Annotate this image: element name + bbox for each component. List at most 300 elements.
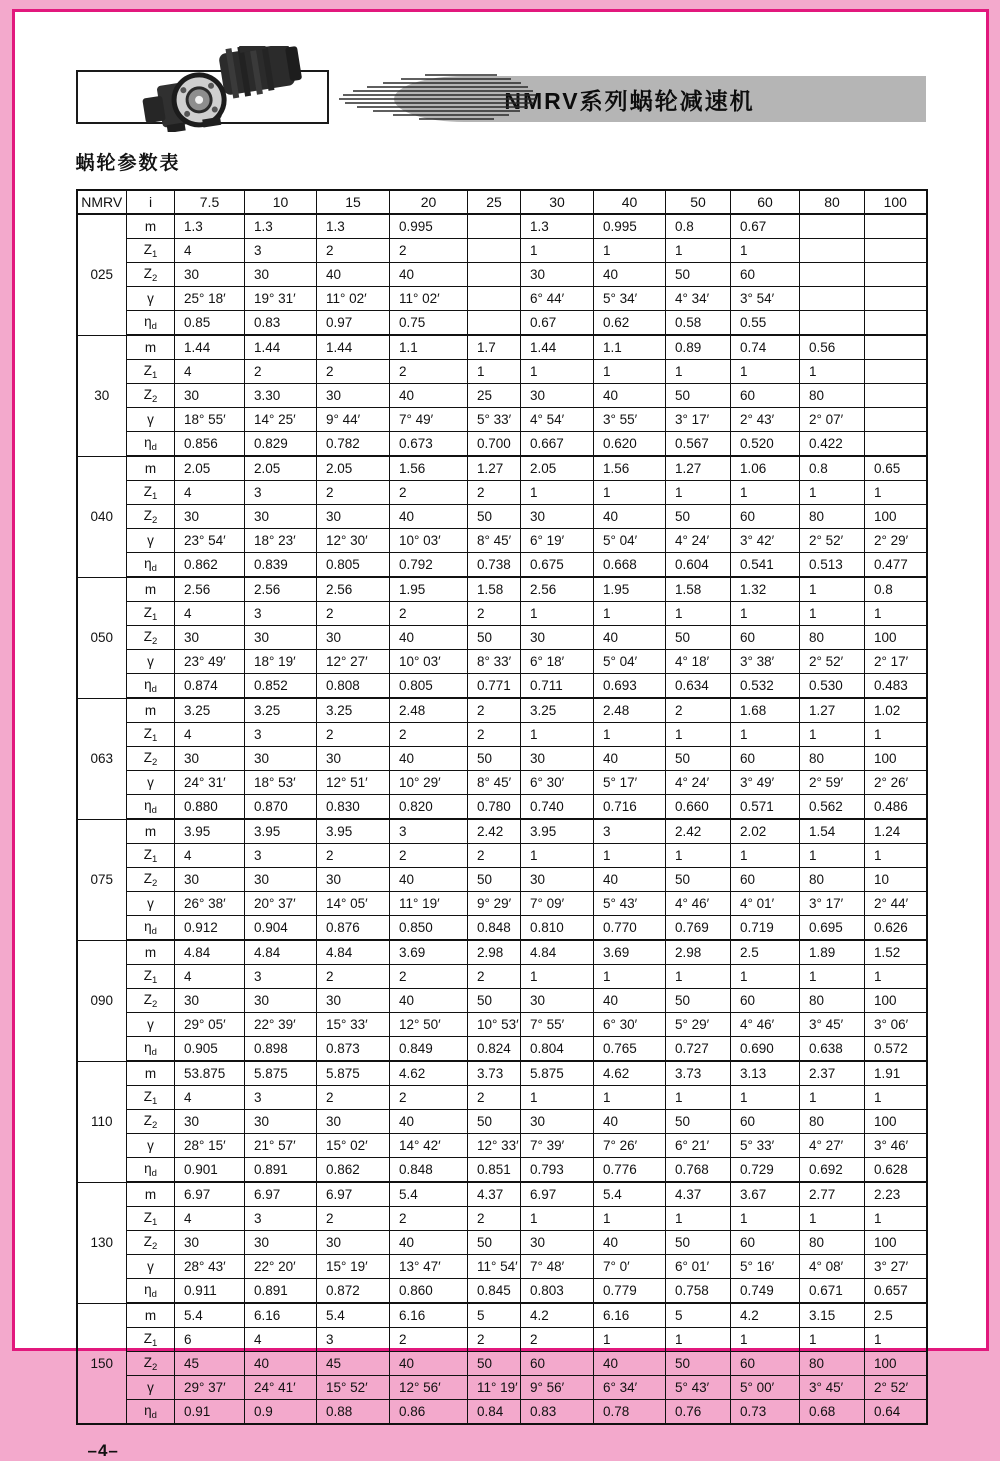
column-header: 25	[468, 190, 521, 214]
model-cell: 025	[77, 214, 127, 335]
value-cell: 1	[666, 1207, 731, 1231]
value-cell: 80	[800, 505, 865, 529]
table-row	[77, 1158, 927, 1183]
value-cell: 50	[666, 1110, 731, 1134]
value-cell	[865, 263, 927, 287]
value-cell: 50	[468, 1110, 521, 1134]
value-cell: 7° 26′	[594, 1134, 666, 1158]
value-cell: 6.16	[594, 1303, 666, 1328]
value-cell: 0.8	[800, 456, 865, 481]
value-cell: 40	[390, 1231, 468, 1255]
value-cell: 0.9	[245, 1400, 317, 1425]
value-cell: 1.68	[731, 698, 800, 723]
value-cell: 7° 39′	[521, 1134, 594, 1158]
param-label-cell: $Z_2$	[127, 384, 175, 408]
table-row	[77, 1352, 927, 1376]
value-cell: 3° 17′	[666, 408, 731, 432]
value-cell: 6.97	[175, 1182, 245, 1207]
value-cell: 50	[666, 1352, 731, 1376]
value-cell: 1	[800, 1086, 865, 1110]
table-row	[77, 892, 927, 916]
param-label-cell: $Z_1$	[127, 481, 175, 505]
value-cell: 80	[800, 1110, 865, 1134]
speed-lines-decoration	[329, 72, 549, 122]
value-cell: 5	[468, 1303, 521, 1328]
value-cell: 60	[731, 384, 800, 408]
value-cell: 40	[390, 1352, 468, 1376]
value-cell: 1	[666, 1328, 731, 1352]
value-cell: 100	[865, 989, 927, 1013]
value-cell: 4.62	[390, 1061, 468, 1086]
value-cell: 2	[390, 1086, 468, 1110]
value-cell: 1	[521, 360, 594, 384]
value-cell: 2	[317, 723, 390, 747]
value-cell: 1	[865, 1328, 927, 1352]
value-cell: 40	[594, 626, 666, 650]
value-cell: 2	[317, 1207, 390, 1231]
value-cell: 1.27	[800, 698, 865, 723]
value-cell: 1.54	[800, 819, 865, 844]
param-label-cell: $Z_1$	[127, 723, 175, 747]
column-header: 30	[521, 190, 594, 214]
value-cell: 60	[731, 505, 800, 529]
value-cell: 29° 37′	[175, 1376, 245, 1400]
value-cell: 1	[731, 360, 800, 384]
value-cell: 5° 04′	[594, 529, 666, 553]
value-cell: 0.567	[666, 432, 731, 457]
value-cell: 8° 45′	[468, 529, 521, 553]
value-cell: 4	[245, 1328, 317, 1352]
value-cell: 0.711	[521, 674, 594, 699]
value-cell: 40	[390, 868, 468, 892]
value-cell: 2	[245, 360, 317, 384]
value-cell: 0.862	[175, 553, 245, 578]
param-label-cell: m	[127, 1303, 175, 1328]
table-row	[77, 650, 927, 674]
value-cell: 0.692	[800, 1158, 865, 1183]
value-cell: 30	[521, 626, 594, 650]
value-cell: 60	[731, 989, 800, 1013]
value-cell: 25	[468, 384, 521, 408]
value-cell: 4.84	[245, 940, 317, 965]
model-cell: 150	[77, 1303, 127, 1424]
table-row	[77, 1086, 927, 1110]
value-cell: 1.44	[175, 335, 245, 360]
value-cell: 1	[731, 602, 800, 626]
table-row	[77, 1400, 927, 1425]
value-cell: 4	[175, 844, 245, 868]
value-cell: 0.89	[666, 335, 731, 360]
value-cell: 100	[865, 747, 927, 771]
value-cell: 3.95	[317, 819, 390, 844]
value-cell: 1	[731, 723, 800, 747]
value-cell	[800, 311, 865, 336]
value-cell: 21° 57′	[245, 1134, 317, 1158]
value-cell: 2.98	[468, 940, 521, 965]
value-cell: 1.3	[317, 214, 390, 239]
value-cell: 0.891	[245, 1279, 317, 1304]
value-cell: 22° 20′	[245, 1255, 317, 1279]
value-cell: 2	[390, 360, 468, 384]
param-label-cell: $\eta_d$	[127, 1400, 175, 1425]
value-cell: 30	[175, 868, 245, 892]
value-cell: 10° 29′	[390, 771, 468, 795]
value-cell: 4° 01′	[731, 892, 800, 916]
value-cell: 2	[317, 844, 390, 868]
value-cell: 0.55	[731, 311, 800, 336]
value-cell: 40	[594, 1352, 666, 1376]
value-cell: 1.56	[594, 456, 666, 481]
value-cell: 2.05	[175, 456, 245, 481]
param-label-cell: γ	[127, 892, 175, 916]
value-cell: 1	[865, 844, 927, 868]
value-cell: 3.67	[731, 1182, 800, 1207]
value-cell: 0.86	[390, 1400, 468, 1425]
value-cell: 1	[666, 1086, 731, 1110]
value-cell: 80	[800, 626, 865, 650]
value-cell: 13° 47′	[390, 1255, 468, 1279]
value-cell: 12° 33′	[468, 1134, 521, 1158]
value-cell: 2.05	[245, 456, 317, 481]
table-row	[77, 844, 927, 868]
value-cell: 5.875	[521, 1061, 594, 1086]
value-cell: 40	[390, 263, 468, 287]
value-cell: 3	[245, 1086, 317, 1110]
value-cell: 100	[865, 505, 927, 529]
value-cell: 30	[317, 626, 390, 650]
value-cell: 4	[175, 602, 245, 626]
value-cell: 5.875	[245, 1061, 317, 1086]
param-label-cell: $Z_1$	[127, 360, 175, 384]
param-label-cell: $Z_2$	[127, 868, 175, 892]
value-cell: 2.98	[666, 940, 731, 965]
value-cell: 0.805	[390, 674, 468, 699]
value-cell: 0.852	[245, 674, 317, 699]
value-cell: 30	[317, 868, 390, 892]
param-label-cell: $\eta_d$	[127, 795, 175, 820]
param-label-cell: γ	[127, 408, 175, 432]
value-cell: 10	[865, 868, 927, 892]
value-cell: 1	[521, 965, 594, 989]
value-cell: 0.829	[245, 432, 317, 457]
value-cell	[865, 214, 927, 239]
value-cell: 30	[521, 263, 594, 287]
value-cell	[865, 311, 927, 336]
value-cell: 28° 43′	[175, 1255, 245, 1279]
value-cell: 0.719	[731, 916, 800, 941]
value-cell: 30	[317, 384, 390, 408]
value-cell: 7° 55′	[521, 1013, 594, 1037]
value-cell: 2° 52′	[800, 529, 865, 553]
value-cell: 2.56	[521, 577, 594, 602]
param-label-cell: γ	[127, 771, 175, 795]
value-cell: 0.738	[468, 553, 521, 578]
value-cell: 30	[521, 505, 594, 529]
value-cell: 1	[800, 577, 865, 602]
value-cell: 0.58	[666, 311, 731, 336]
value-cell: 0.912	[175, 916, 245, 941]
value-cell: 2.5	[865, 1303, 927, 1328]
value-cell: 0.67	[731, 214, 800, 239]
value-cell: 1	[800, 844, 865, 868]
table-row	[77, 1376, 927, 1400]
value-cell: 0.88	[317, 1400, 390, 1425]
param-label-cell: γ	[127, 529, 175, 553]
value-cell: 4° 24′	[666, 529, 731, 553]
table-row	[77, 747, 927, 771]
value-cell: 0.729	[731, 1158, 800, 1183]
value-cell: 11° 02′	[390, 287, 468, 311]
param-label-cell: $Z_2$	[127, 505, 175, 529]
value-cell: 9° 29′	[468, 892, 521, 916]
value-cell: 5.4	[175, 1303, 245, 1328]
value-cell: 30	[245, 1231, 317, 1255]
value-cell: 12° 27′	[317, 650, 390, 674]
value-cell: 1	[594, 481, 666, 505]
value-cell: 7° 09′	[521, 892, 594, 916]
value-cell: 0.995	[594, 214, 666, 239]
param-label-cell: γ	[127, 650, 175, 674]
value-cell: 3° 45′	[800, 1376, 865, 1400]
value-cell: 0.571	[731, 795, 800, 820]
value-cell: 0.873	[317, 1037, 390, 1062]
value-cell: 5° 00′	[731, 1376, 800, 1400]
value-cell: 3	[245, 239, 317, 263]
value-cell: 1	[800, 602, 865, 626]
value-cell: 1	[521, 1086, 594, 1110]
value-cell: 0.849	[390, 1037, 468, 1062]
value-cell: 0.700	[468, 432, 521, 457]
value-cell: 1.95	[594, 577, 666, 602]
value-cell: 25° 18′	[175, 287, 245, 311]
table-row	[77, 360, 927, 384]
column-header: 20	[390, 190, 468, 214]
param-label-cell: γ	[127, 287, 175, 311]
value-cell: 60	[731, 1110, 800, 1134]
value-cell: 1	[865, 723, 927, 747]
value-cell: 2.5	[731, 940, 800, 965]
value-cell: 30	[521, 384, 594, 408]
value-cell: 30	[175, 626, 245, 650]
value-cell: 24° 41′	[245, 1376, 317, 1400]
value-cell: 30	[175, 989, 245, 1013]
value-cell: 4.2	[731, 1303, 800, 1328]
value-cell: 3° 49′	[731, 771, 800, 795]
param-label-cell: $Z_1$	[127, 965, 175, 989]
table-row	[77, 1013, 927, 1037]
value-cell: 50	[666, 1231, 731, 1255]
value-cell: 50	[468, 626, 521, 650]
table-row	[77, 263, 927, 287]
value-cell: 4.84	[317, 940, 390, 965]
page-header	[76, 56, 926, 142]
value-cell: 0.638	[800, 1037, 865, 1062]
value-cell: 0.872	[317, 1279, 390, 1304]
value-cell: 3	[245, 481, 317, 505]
value-cell: 1	[521, 602, 594, 626]
table-row	[77, 602, 927, 626]
value-cell: 0.78	[594, 1400, 666, 1425]
value-cell: 7° 0′	[594, 1255, 666, 1279]
value-cell: 12° 51′	[317, 771, 390, 795]
value-cell: 6° 30′	[594, 1013, 666, 1037]
value-cell: 12° 50′	[390, 1013, 468, 1037]
value-cell: 3.25	[521, 698, 594, 723]
table-row	[77, 771, 927, 795]
value-cell: 3.95	[245, 819, 317, 844]
value-cell: 3.73	[468, 1061, 521, 1086]
value-cell: 40	[390, 747, 468, 771]
value-cell	[468, 239, 521, 263]
value-cell: 2	[317, 239, 390, 263]
value-cell: 23° 54′	[175, 529, 245, 553]
value-cell: 30	[175, 263, 245, 287]
value-cell: 11° 02′	[317, 287, 390, 311]
value-cell: 0.848	[468, 916, 521, 941]
series-title: NMRV系列蜗轮减速机	[504, 87, 755, 114]
value-cell: 1.91	[865, 1061, 927, 1086]
table-row	[77, 1255, 927, 1279]
table-row	[77, 384, 927, 408]
value-cell: 4.84	[521, 940, 594, 965]
value-cell: 6° 44′	[521, 287, 594, 311]
value-cell: 3	[594, 819, 666, 844]
value-cell: 6.16	[245, 1303, 317, 1328]
value-cell: 60	[731, 1352, 800, 1376]
value-cell: 0.740	[521, 795, 594, 820]
value-cell: 80	[800, 989, 865, 1013]
value-cell: 60	[731, 747, 800, 771]
value-cell: 2	[390, 1328, 468, 1352]
value-cell: 2.42	[666, 819, 731, 844]
value-cell: 10° 03′	[390, 529, 468, 553]
value-cell: 30	[175, 747, 245, 771]
value-cell: 30	[317, 747, 390, 771]
value-cell: 1.89	[800, 940, 865, 965]
table-row	[77, 698, 927, 723]
value-cell	[468, 214, 521, 239]
value-cell: 100	[865, 1352, 927, 1376]
param-label-cell: m	[127, 819, 175, 844]
value-cell: 5° 33′	[468, 408, 521, 432]
value-cell: 3.13	[731, 1061, 800, 1086]
section-title: 蜗轮参数表	[75, 153, 181, 174]
model-cell: 110	[77, 1061, 127, 1182]
value-cell: 30	[317, 1110, 390, 1134]
value-cell: 30	[245, 989, 317, 1013]
value-cell: 4° 24′	[666, 771, 731, 795]
value-cell: 2	[468, 481, 521, 505]
value-cell: 1.24	[865, 819, 927, 844]
value-cell: 5° 33′	[731, 1134, 800, 1158]
value-cell: 2	[317, 602, 390, 626]
value-cell: 80	[800, 1231, 865, 1255]
value-cell: 1	[521, 844, 594, 868]
value-cell: 1	[666, 723, 731, 747]
param-label-cell: m	[127, 1061, 175, 1086]
value-cell: 0.768	[666, 1158, 731, 1183]
value-cell: 1.27	[468, 456, 521, 481]
value-cell: 10° 03′	[390, 650, 468, 674]
value-cell: 4	[175, 239, 245, 263]
column-header: 100	[865, 190, 927, 214]
table-row	[77, 819, 927, 844]
value-cell: 1.44	[521, 335, 594, 360]
value-cell: 3° 17′	[800, 892, 865, 916]
value-cell: 50	[468, 505, 521, 529]
value-cell: 3	[245, 965, 317, 989]
value-cell: 3.25	[317, 698, 390, 723]
value-cell	[800, 263, 865, 287]
value-cell: 0.76	[666, 1400, 731, 1425]
value-cell: 29° 05′	[175, 1013, 245, 1037]
param-label-cell: m	[127, 577, 175, 602]
value-cell: 2	[468, 698, 521, 723]
table-row	[77, 577, 927, 602]
value-cell: 0.779	[594, 1279, 666, 1304]
value-cell: 20° 37′	[245, 892, 317, 916]
value-cell: 0.765	[594, 1037, 666, 1062]
value-cell: 2	[468, 1328, 521, 1352]
param-label-cell: $Z_1$	[127, 239, 175, 263]
value-cell: 0.83	[521, 1400, 594, 1425]
value-cell: 0.758	[666, 1279, 731, 1304]
header-row	[77, 190, 927, 214]
param-label-cell: $\eta_d$	[127, 1158, 175, 1183]
value-cell: 3.95	[521, 819, 594, 844]
value-cell: 0.771	[468, 674, 521, 699]
param-label-cell: $Z_2$	[127, 989, 175, 1013]
value-cell: 23° 49′	[175, 650, 245, 674]
value-cell: 40	[390, 989, 468, 1013]
value-cell: 60	[731, 263, 800, 287]
param-label-cell: m	[127, 456, 175, 481]
value-cell: 50	[468, 1231, 521, 1255]
value-cell: 5° 16′	[731, 1255, 800, 1279]
value-cell: 1	[666, 844, 731, 868]
value-cell: 40	[594, 989, 666, 1013]
value-cell: 0.634	[666, 674, 731, 699]
value-cell: 30	[245, 505, 317, 529]
value-cell: 50	[666, 384, 731, 408]
value-cell: 3° 55′	[594, 408, 666, 432]
value-cell: 0.667	[521, 432, 594, 457]
value-cell: 0.628	[865, 1158, 927, 1183]
value-cell: 1.44	[245, 335, 317, 360]
param-label-cell: $\eta_d$	[127, 674, 175, 699]
value-cell: 0.68	[800, 1400, 865, 1425]
value-cell: 30	[175, 1231, 245, 1255]
value-cell: 12° 56′	[390, 1376, 468, 1400]
value-cell: 40	[594, 384, 666, 408]
gearmotor-image	[128, 46, 318, 132]
value-cell: 1	[865, 481, 927, 505]
value-cell: 0.860	[390, 1279, 468, 1304]
value-cell: 40	[390, 626, 468, 650]
value-cell: 6° 30′	[521, 771, 594, 795]
value-cell: 0.695	[800, 916, 865, 941]
model-cell: 040	[77, 456, 127, 577]
value-cell: 5.875	[317, 1061, 390, 1086]
value-cell: 3	[245, 1207, 317, 1231]
column-header: 15	[317, 190, 390, 214]
value-cell: 11° 19′	[468, 1376, 521, 1400]
value-cell: 1	[865, 1207, 927, 1231]
value-cell: 2.48	[594, 698, 666, 723]
value-cell: 3.30	[245, 384, 317, 408]
value-cell: 0.483	[865, 674, 927, 699]
value-cell: 6.97	[317, 1182, 390, 1207]
